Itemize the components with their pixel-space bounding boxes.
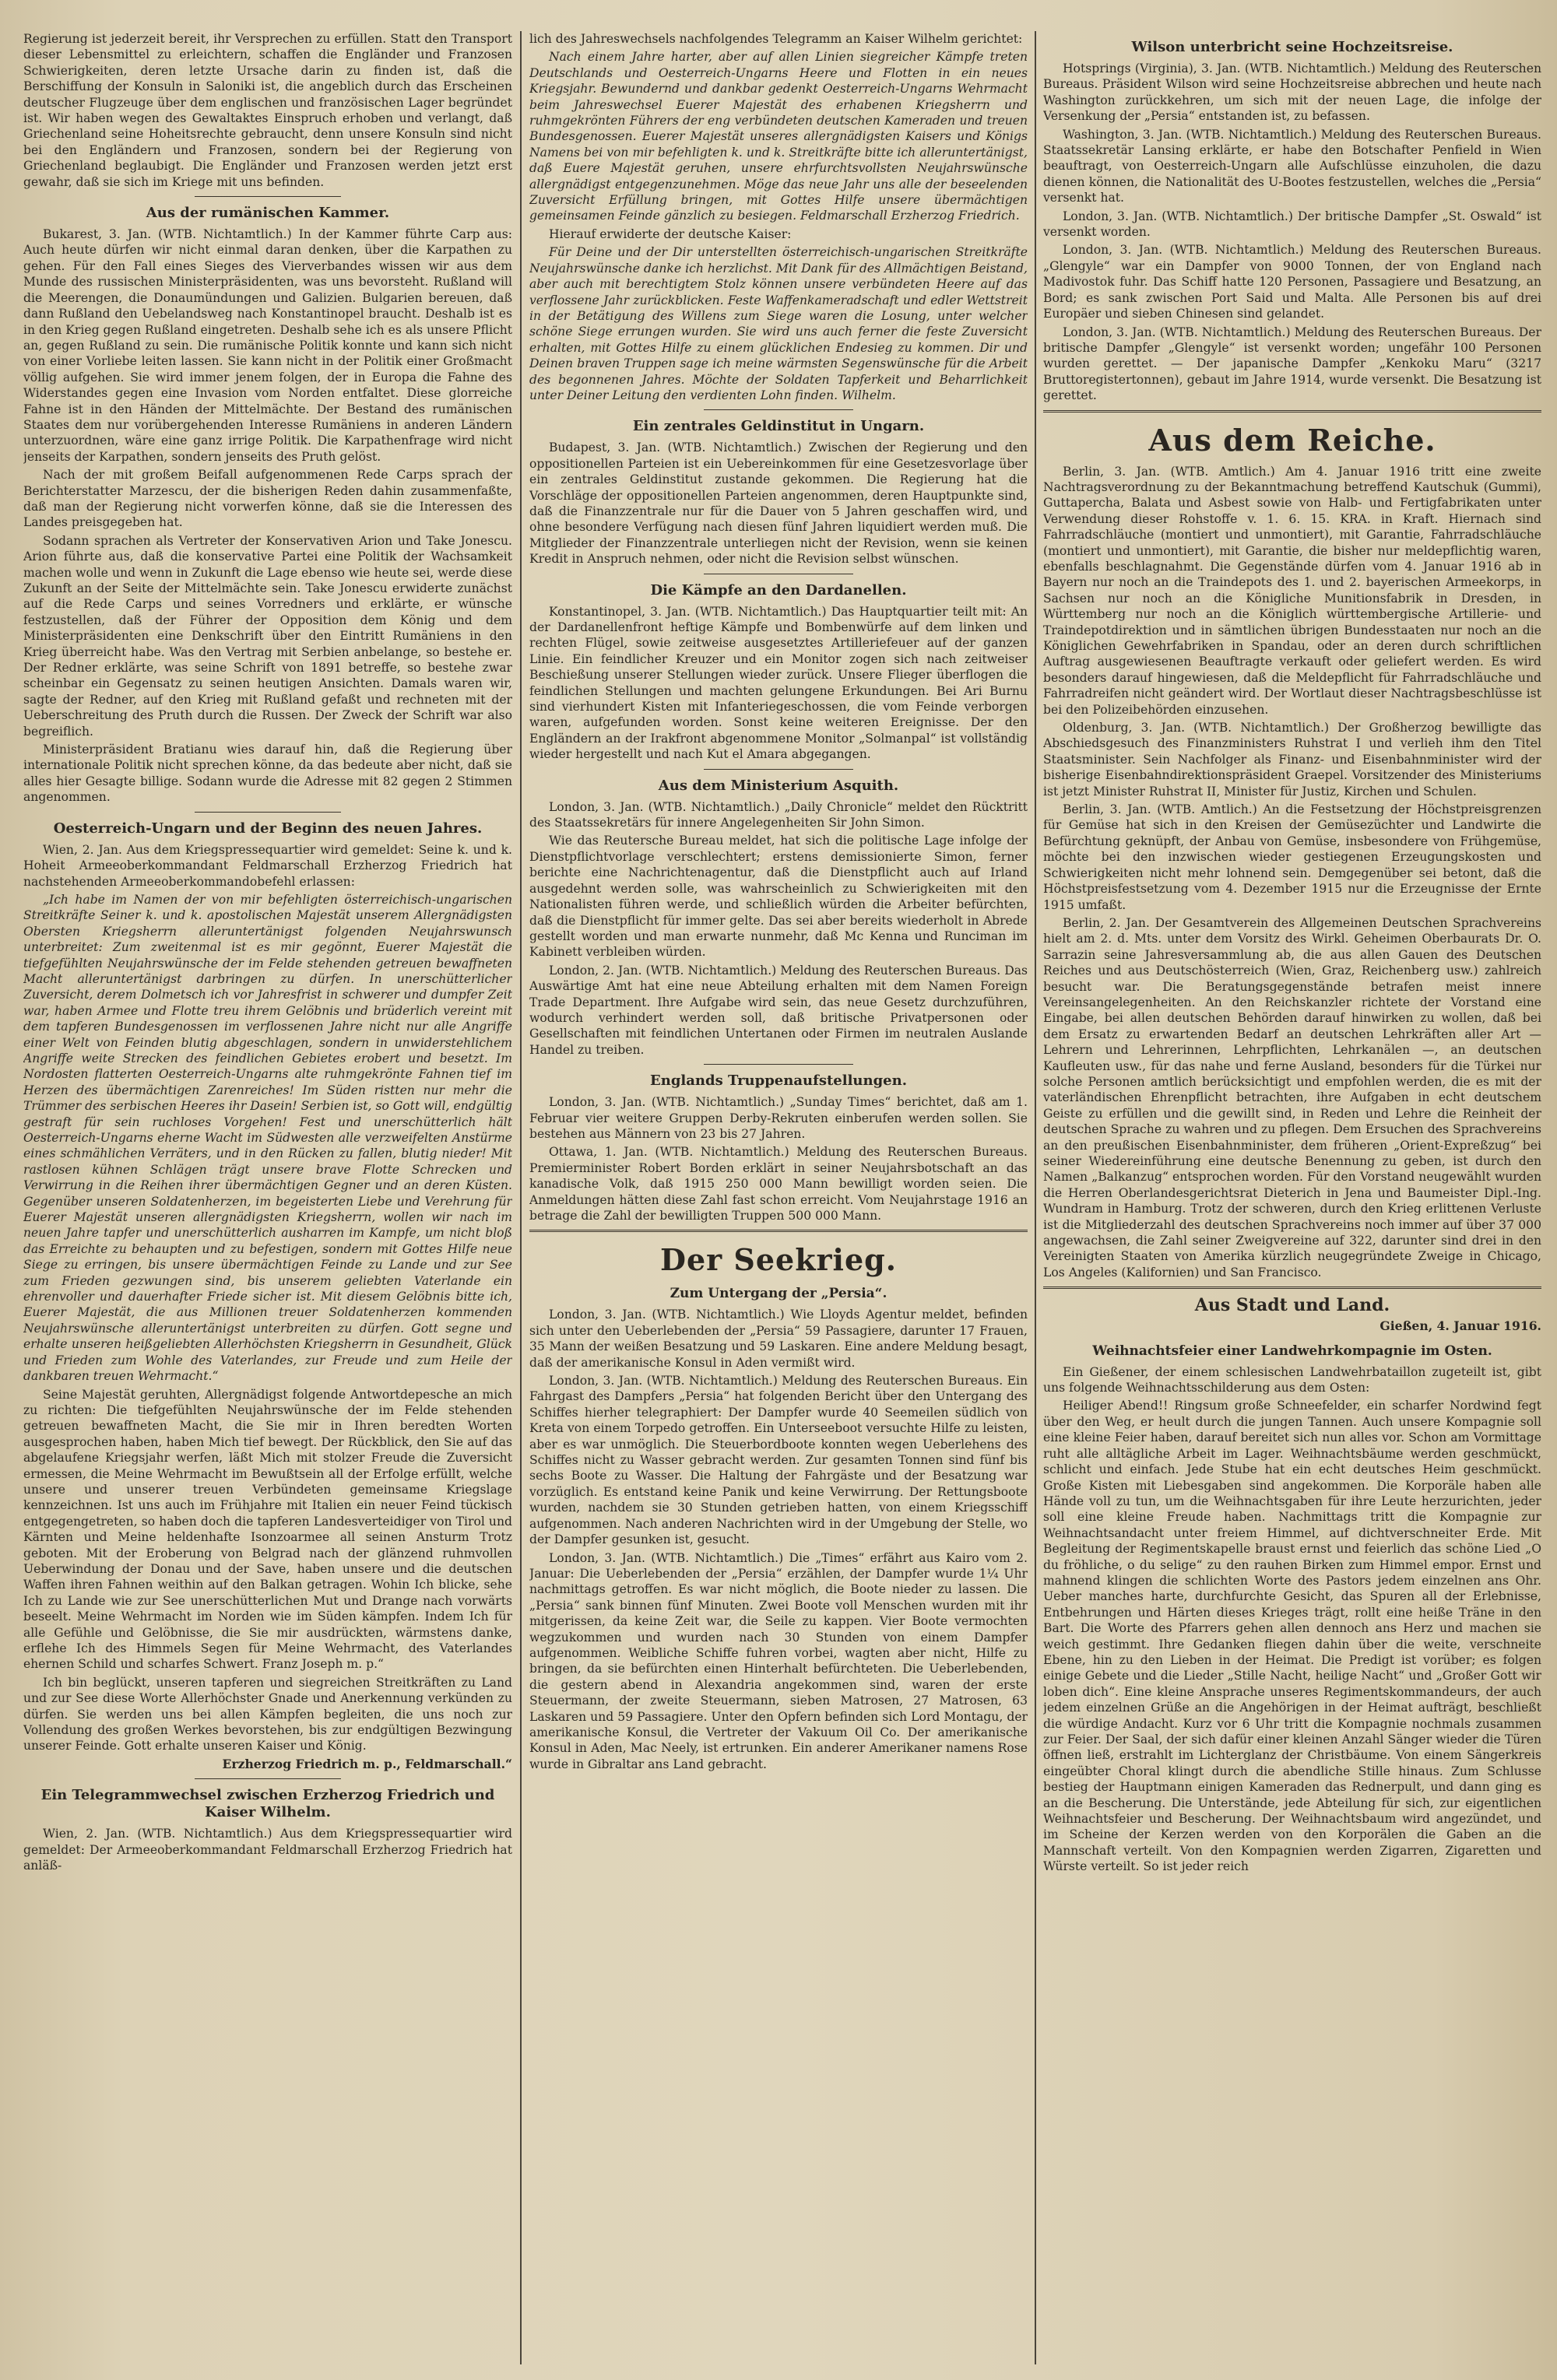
section-divider (1043, 410, 1541, 412)
paragraph: Berlin, 2. Jan. Der Gesamtverein des Allgemeinen Deutschen Sprachvereins hielt am 2. d. Mts. unter dem Vorsitz des Wirkl. Geheimen Oberbaurats Dr. O. Sarrazin seine Jahresversammlung ab, die aus allen Gauen des Deutschen Reiches und aus Deutschösterreich (Wien, Graz, Reichenberg usw.) zahlreich besucht war. Die Beratungsgegenstände betrafen meist innere Vereinsangelegenheiten. An den Reichskanzler richtete der Vorstand eine Eingabe, bei allen deutschen Behörden darauf hinwirken zu wollen, daß bei dem Ersatz zu erwartenden Bedarf an deutschen Lehrkräften aller Art — Lehrern und Lehrerinnen, Lehrpflichten, Lehrkanälen —, an deutschen Kaufleuten usw., für das nahe und ferne Ausland, besonders für die Türkei nur solche Personen amtlich berücksichtigt und empfohlen werden, die es mit der vaterländischen Ehrenpflicht betrachten, ihre Aufgaben in echt deutschem Geiste zu erfüllen und die gewillt sind, in Reden und Lehre die Reinheit der deutschen Sprache zu wahren und zu pflegen. Dem Ersuchen des Sprachvereins an den preußischen Eisenbahnminister, dem früheren „Orient-Expreßzug“ bei seiner Wiedereinführung eine deutsche Benennung zu geben, ist durch den Namen „Balkanzug“ entsprochen worden. Für den Vorstand neugewählt wurden die Herren Oberlandesgerichtsrat Dieterich in Jena und Baumeister Dipl.-Ing. Wundram in Hamburg. Trotz der schweren, durch den Krieg erlittenen Verluste ist die Mitgliederzahl des deutschen Sprachvereins noch immer auf über 37 000 angewachsen, die Zahl seiner Zweigvereine auf 322, darunter sind drei in den Vereinigten Staaten von Amerika kürzlich neugegründete Zweige in Chicago, Los Angeles (Kalifornien) und San Francisco. (1043, 915, 1541, 1280)
section-divider (1043, 1287, 1541, 1289)
paragraph: Ich bin beglückt, unseren tapferen und siegreichen Streitkräften zu Land und zur See diese Worte Allerhöchster Gnade und Anerkennung verkünden zu dürfen. Sie werden uns bei allen Kämpfen begleiten, die uns noch zur Vollendung des großen Werkes bevorstehen, bis zur endgültigen Bezwingung unserer Feinde. Gott erhalte unseren Kaiser und König. (23, 1675, 512, 1753)
headline-dardanelles: Die Kämpfe an den Dardanellen. (650, 581, 907, 599)
divider (195, 1778, 341, 1779)
section-title-naval-war: Der Seekrieg. (660, 1242, 897, 1278)
paragraph: Berlin, 3. Jan. (WTB. Amtlich.) An die Festsetzung der Höchstpreisgrenzen für Gemüse hat sich in den Kreisen der Gemüsezüchter und Landwirte die Befürchtung geknüpft, der Anbau von Gemüse, insbesondere von Frühgemüse, möchte bei den inzwischen wieder gestiegenen Erzeugungskosten und Schwierigkeiten nicht mehr lohnend sein. Demgegenüber sei betont, daß die Höchstpreisfestsetzung vom 4. Dezember 1915 nur die Erzeugnisse der Ernte 1915 umfaßt. (1043, 802, 1541, 912)
paragraph: Konstantinopel, 3. Jan. (WTB. Nichtamtlich.) Das Hauptquartier teilt mit: An der Dardanellenfront heftige Kämpfe und Bombenwürfe auf dem linken und rechten Flügel, sowie zeitweise ausgesetztes Artilleriefeuer auf der ganzen Linie. Ein feindlicher Kreuzer und ein Monitor zogen sich nach zeitweiser Beschießung unserer Stellungen wieder zurück. Unsere Flieger überflogen die feindlichen Stellungen und machten gelungene Erkundungen. Bei Ari Burnu sind vierhundert Kisten mit Infanteriegeschossen, die vom Feinde verborgen waren, aufgefunden worden. Sonst keine weiteren Ereignisse. Der den Engländern an der Irakfront abgenommene Monitor „Solmanpal“ ist vollständig wieder hergestellt und nach Kut el Amara abgegangen. (529, 604, 1028, 762)
paragraph: Sodann sprachen als Vertreter der Konservativen Arion und Take Jonescu. Arion führte aus, daß die konservative Partei eine Politik der Wachsamkeit machen wolle und wenn in Zukunft die Lage ebenso wie heute sei, werde diese Zukunft an der Seite der Mittelmächte sein. Take Jonescu erwiderte zunächst auf die Rede Carps und seines Vorredners und erklärte, er wünsche festzustellen, daß der Führer der Opposition dem König und dem Ministerpräsidenten eine Denkschrift über den Eintritt Rumäniens in den Krieg überreicht habe. Was den Vertrag mit Serbien anbelange, so bestehe er. Der Redner erklärte, was seine Schrift von 1891 betreffe, so bestehe zwar scheinbar ein Gegensatz zu seinen heutigen Ansichten. Damals waren wir, sagte der Redner, auf den Krieg mit Rußland gefaßt und rechneten mit der Ueberschreitung des Pruth durch die Russen. Der Zweck der Schrift war also begreiflich. (23, 533, 512, 739)
paragraph: Budapest, 3. Jan. (WTB. Nichtamtlich.) Zwischen der Regierung und den oppositionellen Parteien ist ein Uebereinkommen für eine Gesetzesvorlage über ein zentrales Geldinstitut zustande gekommen. Die Regierung hat die Vorschläge der oppositionellen Parteien angenommen, deren Hauptpunkte sind, daß die Finanzzentrale nur für die Dauer von 5 Jahren geschaffen wird, und ohne besondere Verfügung nach diesen fünf Jahren liquidiert werden muß. Die Mitglieder der Finanzzentrale unterliegen nicht der Revision, wenn sie keinen Kredit in Anspruch nehmen, oder nicht die Revision selbst wünschen. (529, 441, 1028, 567)
headline-asquith-ministry: Aus dem Ministerium Asquith. (658, 777, 899, 794)
section-title-city-and-country: Aus Stadt und Land. (1194, 1295, 1390, 1316)
headline-christmas-celebration: Weihnachtsfeier einer Landwehrkompagnie im Osten. (1092, 1343, 1492, 1359)
paragraph: Bukarest, 3. Jan. (WTB. Nichtamtlich.) In der Kammer führte Carp aus: Auch heute dürfen wir nicht einmal daran denken, über die Karpathen zu gehen. Für den Fall eines Sieges des Vierverbandes wissen wir aus dem Munde des russischen Ministerpräsidenten, was uns bevorsteht. Rußland will die Meerengen, die Donaumündungen und Galizien. Bulgarien bereuen, daß dann Rußland den Uebelandsweg nach Konstantinopel braucht. Deshalb ist es in den Krieg gegen Rußland eingetreten. Deshalb sehe ich es als unsere Pflicht an, gegen Rußland zu sein. Die rumänische Politik konnte und kann sich nicht von einer Vorliebe leiten lassen. Sie kann nicht in der Politik einer Großmacht völlig aufgehen. Sie wird immer jenem folgen, der in Europa die Fahne des Widerstandes gegen eine Invasion vom Norden entfaltet. Diese glorreiche Fahne ist in den Händen der Mittelmächte. Der Bestand des rumänischen Staates dem nur vorübergehenden Interesse Rumäniens in anderen Ländern unterzuordnen, wäre eine ganz irrige Politik. Die Karpathenfrage wird nicht jenseits der Karpathen, sondern jenseits des Pruth gelöst. (23, 227, 512, 464)
paragraph: London, 3. Jan. (WTB. Nichtamtlich.) „Sunday Times“ berichtet, daß am 1. Februar vier weitere Gruppen Derby-Rekruten einberufen werden sollen. Sie bestehen aus Männern von 23 bis 27 Jahren. (529, 1095, 1028, 1141)
paragraph: London, 3. Jan. (WTB. Nichtamtlich.) „Daily Chronicle“ meldet den Rücktritt des Staatssekretärs für innere Angelegenheiten Sir John Simon. (529, 799, 1028, 830)
headline-hungary-bank: Ein zentrales Geldinstitut in Ungarn. (632, 418, 925, 435)
paragraph: Nach der mit großem Beifall aufgenommenen Rede Carps sprach der Berichterstatter Marzescu, der die bisherigen Reden dahin zusammenfaßte, daß man der Regierung nicht vorwerfen könne, daß sie die Interessen des Landes preisgegeben hat. (23, 468, 512, 530)
paragraph: Berlin, 3. Jan. (WTB. Amtlich.) Am 4. Januar 1916 tritt eine zweite Nachtragsverordnung zu der Bekanntmachung betreffend Kautschuk (Gummi), Guttapercha, Balata und Asbest sowie von Halb- und Fertigfabrikaten unter Verwendung dieser Rohstoffe v. 1. 6. 15. KRA. in Kraft. Hiernach sind Fahrradschläuche (montiert und unmontiert), mit Garantie, Fahrradschläuche (montiert und unmontiert), mit Garantie, die bisher nur meldepflichtig waren, ebenfalls beschlagnahmt. Die Gegenstände dürfen vom 4. Januar 1916 ab in Bayern nur noch an die Traindepots des 1. und 2. bayerischen Armeekorps, in Sachsen nur noch an die Königliche Munitionsfabrik in Dresden, in Württemberg nur noch an die Königlich württembergische Artillerie- und Traindepotdirektion und in sämtlichen übrigen Bundesstaaten nur noch an die Königlichen Gewehrfabriken in Spandau, oder an deren durch schriftlichen Auftrag ausgewiesenen Beauftragte verkauft oder geliefert werden. Es wird besonders darauf hingewiesen, daß die Meldepflicht für Fahrradschläuche und Fahrradreifen nicht geändert wird. Der Wortlaut dieser Nachtragsbeschlüsse ist bei den Polizeibehörden einzusehen. (1043, 464, 1541, 717)
paragraph: London, 3. Jan. (WTB. Nichtamtlich.) Die „Times“ erfährt aus Kairo vom 2. Januar: Die Ueberlebenden der „Persia“ erzählen, der Dampfer wurde 1¼ Uhr nachmittags getroffen. Es war nicht möglich, die Boote nieder zu lassen. Die „Persia“ sank binnen fünf Minuten. Zwei Boote voll Menschen wurden mit ihr mitgerissen, da keine Zeit war, die Seile zu kappen. Vier Boote vermochten wegzukommen und wurden nach 30 Stunden von einem Dampfer aufgenommen. Weibliche Schiffe fuhren vorbei, wagten aber nicht, Hilfe zu bringen, da sie befürchten einen Hinterhalt befürchteten. Die Ueberlebenden, die gestern abend in Alexandria angekommen sind, waren der erste Steuermann, der zweite Steuermann, sieben Matrosen, 27 Matrosen, 63 Laskaren und 59 Passagiere. Unter den Opfern befinden sich Lord Montagu, der amerikanische Konsul, die Vertreter der Vakuum Oil Co. Der amerikanische Konsul in Aden, Mac Neely, ist ertrunken. Ein anderer Amerikaner namens Rose wurde in Gibraltar ans Land gebracht. (529, 1550, 1028, 1771)
divider (704, 1064, 853, 1065)
column-rule-right (1035, 31, 1036, 2364)
paragraph: Heiliger Abend!! Ringsum große Schneefelder, ein scharfer Nordwind fegt über den Weg, er heult durch die jungen Tannen. Auch unsere Kompagnie soll eine kleine Feier haben, darauf bereitet sich nun alles vor. Schon am Vormittage ruht alle alltägliche Arbeit im Lager. Weihnachtsbäume werden geschmückt, schlicht und einfach. Jede Stube hat ein echt deutsches Heim geschmückt. Große Kisten mit Liebesgaben sind angekommen. Die Korporäle haben alle Hände voll zu tun, um die Weihnachtsgaben für ihre Leute herzurichten, jeder soll eine kleine Freude haben. Nachmittags tritt die Kompagnie zur Weihnachtsandacht unter freiem Himmel, auf dichtverschneiter Erde. Mit Begleitung der Regimentskapelle braust ernst und feierlich das schöne Lied „O du fröhliche, o du selige“ zu den rauhen Birken zum Himmel empor. Ernst und mahnend klingen die schlichten Worte des Pastors jedem einzelnen ans Ohr. Ueber manches harte, durchfurchte Gesicht, das Spuren all der Erlebnisse, Entbehrungen und Härten dieses Krieges trägt, rollt eine heiße Träne in den Bart. Die Worte des Pfarrers gehen allen dennoch ans Herz und machen sie weich gestimmt. Ihre Gedanken fliegen dahin über die weite, verschneite Ebene, hin zu den Lieben in der Heimat. Die Predigt ist vorüber; es folgen einige Gebete und die Lieder „Stille Nacht, heilige Nacht“ und „Großer Gott wir loben dich“. Eine kleine Ansprache unseres Regimentskommandeurs, der auch jedem einzelnen Grüße an die Angehörigen in der Heimat aufträgt, beschließt die würdige Andacht. Kurz vor 6 Uhr tritt die Kompagnie nochmals zusammen zur Feier. Der Saal, der sich dafür einer kleinen Anzahl Sänger wieder die Türen öffnen ließ, erstrahlt im Lichterglanz der Christbäume. Von einem Sängerkreis eingeübter Choral klingt durch die abendliche Stille hinaus. Zum Schlusse bestieg der Hauptmann einigen Kameraden das Rednerpult, und dann ging es an die Bescherung. Die Unterstände, jede Abteilung für sich, zur eigentlichen Weihnachtsfeier und Bescherung. Der Weihnachtsbaum wird angezündet, und im Scheine der Kerzen werden von den Korporälen die Gaben an die Mannschaft verteilt. Von den Kompagnien werden Zigarren, Zigaretten und Würste verteilt. So ist jeder reich (1043, 1399, 1541, 1874)
paragraph: London, 2. Jan. (WTB. Nichtamtlich.) Meldung des Reuterschen Bureaus. Das Auswärtige Amt hat eine neue Abteilung erhalten mit dem Namen Foreign Trade Department. Ihre Aufgabe wird sein, das neue Gesetz durchzuführen, wodurch verhindert werden soll, daß britische Privatpersonen oder Gesellschaften mit feindlichen Untertanen oder Firmen im neutralen Auslande Handel zu treiben. (529, 963, 1028, 1057)
column-left (23, 31, 512, 2364)
column-middle (529, 31, 1028, 2364)
paragraph: Hotsprings (Virginia), 3. Jan. (WTB. Nichtamtlich.) Meldung des Reuterschen Bureaus. Präsident Wilson wird seine Hochzeitsreise abbrechen und heute nach Washington zurückkehren, um sich mit der neuen Lage, die infolge der Versenkung der „Persia“ entstanden ist, zu befassen. (1043, 61, 1541, 124)
paragraph: Wien, 2. Jan. Aus dem Kriegspressequartier wird gemeldet: Seine k. und k. Hoheit Armeeoberkommandant Feldmarschall Erzherzog Friedrich hat nachstehenden Armeeoberkommandobefehl erlassen: (23, 842, 512, 889)
paragraph: Wien, 2. Jan. (WTB. Nichtamtlich.) Aus dem Kriegspressequartier wird gemeldet: Der Armeeoberkommandant Feldmarschall Erzherzog Friedrich hat anläß- (23, 1827, 512, 1873)
paragraph: London, 3. Jan. (WTB. Nichtamtlich.) Der britische Dampfer „St. Oswald“ ist versenkt worden. (1043, 209, 1541, 240)
paragraph: London, 3. Jan. (WTB. Nichtamtlich.) Meldung des Reuterschen Bureaus. Ein Fahrgast des Dampfers „Persia“ hat folgenden Bericht über den Untergang des Schiffes hierher telegraphiert: Der Dampfer wurde 40 Seemeilen südlich von Kreta von einem Torpedo getroffen. Ein Unterseeboot versuchte Hilfe zu leisten, aber es war unmöglich. Die Steuerbordboote konnten wegen Ueberlehens des Schiffes nicht zu Wasser gebracht werden. Zur gesamten Tonnen sind fünf bis sechs Boote zu Wasser. Die Haltung der Fahrgäste und der Besatzung war vorzüglich. Es entstand keine Panik und keine Verwirrung. Der Rettungsboote wurden, nachdem sie 30 Stunden getrieben hatten, von einem Kriegsschiff aufgenommen. Nach anderen Nachrichten wird in der Umgebung der Stelle, wo der Dampfer gesunken ist, gesucht. (529, 1374, 1028, 1547)
article-greece-continued: Regierung ist jederzeit bereit, ihr Versprechen zu erfüllen. Statt den Transport dieser Lebensmittel zu erleichtern, schaffen die Engländer und Franzosen Schwierigkeiten, deren letzte Ursache darin zu finden ist, daß die Berschiffung der Konsuln in Saloniki ist, die angeblich durch das Erscheinen deutscher Flugzeuge über dem englischen und französischen Lager begründet ist. Wir haben wegen des Gewaltaktes Einspruch erhoben und verlangt, daß Griechenland seine Hoheitsrechte gebraucht, denn unsere Konsuln sind nicht bei den Engländern und Franzosen, sondern bei der Regierung von Griechenland beglaubigt. Die Engländer und Franzosen werden jetzt erst gewahr, daß sie sich im Kriege mit uns befinden. (23, 32, 512, 189)
paragraph: Wie das Reutersche Bureau meldet, hat sich die politische Lage infolge der Dienstpflichtvorlage verschlechtert; erstens demissionierte Simon, ferner berichte eine Nachrichtenagentur, daß die Dienstpflicht auch auf Irland ausgedehnt werden solle, was wahrscheinlich zu Schwierigkeiten mit den Nationalisten führen werde, und schließlich würden die Arbeiter befürchten, daß die Dienstpflicht für immer gelte. Das sei aber bereits wiederholt in Abrede gestellt worden und man erwarte nunmehr, daß Mc Kenna und Runciman im Kabinett verbleiben würden. (529, 834, 1028, 960)
paragraph-telegram-reply: Für Deine und der Dir unterstellten österreichisch-ungarischen Streitkräfte Neujahrswünsche danke ich herzlichst. Mit Dank für des Allmächtigen Beistand, aber auch mit berechtigtem Stolz können unsere verbündeten Heere auf das verflossene Jahr zurückblicken. Feste Waffenkameradschaft und edler Wettstreit in der Betätigung des Willens zum Siege waren die Losung, unter welcher schöne Siege errungen wurden. Sie wird uns auch ferner die feste Zuversicht erhalten, mit Gottes Hilfe zu einem glücklichen Endesieg zu kommen. Dir und Deinen braven Truppen sage ich meine wärmsten Segenswünsche für die Arbeit des begonnenen Jahres. Möchte der Soldaten Tapferkeit und Beharrlichkeit unter Deiner Leitung den verdienten Lohn finden. Wilhelm. (529, 245, 1028, 402)
dateline: Gießen, 4. Januar 1916. (1380, 1318, 1541, 1334)
headline-persia-sinking: Zum Untergang der „Persia“. (670, 1286, 887, 1302)
paragraph: Oldenburg, 3. Jan. (WTB. Nichtamtlich.) Der Großherzog bewilligte das Abschiedsgesuch des Finanzministers Ruhstrat I und verlieh ihm den Titel Staatsminister. Sein Nachfolger als Finanz- und Eisenbahnminister wird der bisherige Eisenbahndirektionspräsident Graepel. Vorsitzender des Ministeriums ist jetzt Minister Ruhstrat II, Minister für Justiz, Kirchen und Schulen. (1043, 721, 1541, 799)
paragraph: Ottawa, 1. Jan. (WTB. Nichtamtlich.) Meldung des Reuterschen Bureaus. Premierminister Robert Borden erklärt in seiner Neujahrsbotschaft an das kanadische Volk, daß 1915 250 000 Mann bewilligt worden seien. Die Anmeldungen hätten diese Zahl fast schon erreicht. Vom Neujahrstage 1916 an betrage die Zahl der bewilligten Truppen 500 000 Mann. (529, 1145, 1028, 1223)
paragraph: London, 3. Jan. (WTB. Nichtamtlich.) Wie Lloyds Agentur meldet, befinden sich unter den Ueberlebenden der „Persia“ 59 Passagiere, darunter 17 Frauen, 35 Mann der weißen Besatzung und 59 Laskaren. Eine andere Meldung besagt, daß der amerikanische Konsul in Aden vermißt wird. (529, 1308, 1028, 1370)
paragraph: London, 3. Jan. (WTB. Nichtamtlich.) Meldung des Reuterschen Bureaus. „Glengyle“ war ein Dampfer von 9000 Tonnen, der von England nach Madivostok fuhr. Das Schiff hatte 120 Personen, Passagiere und Besatzung, an Bord; es sank zwischen Port Said und Malta. Alle Personen bis auf drei Europäer und sieben Chinesen sind gelandet. (1043, 243, 1541, 321)
paragraph: Hierauf erwiderte der deutsche Kaiser: (548, 226, 792, 241)
paragraph: Seine Majestät geruhten, Allergnädigst folgende Antwortdepesche an mich zu richten: Die tiefgefühlten Neujahrswünsche der im Felde stehenden getreuen bewaffneten Macht, die Sie mir in Ihren beredten Worten ausgesprochen haben, haben Mich tief bewegt. Der Rückblick, den Sie auf das abgelaufene Kriegsjahr werfen, läßt Mich mit stolzer Freude die Zuversicht ermessen, die Meine Wehrmacht im Bewußtsein all der Erfolge erfüllt, welche unsere und unserer treuen Verbündeten gemeinsame Kriegslage kennzeichnen. Ist uns auch im Frühjahre mit Italien ein neuer Feind tückisch entgegengetreten, so haben doch die tapferen Landesverteidiger von Tirol und Kärnten und Meine heldenhafte Isonzoarmee all seinen Ansturm Trotz geboten. Mit der Eroberung von Belgrad nach der glänzend ruhmvollen Ueberwindung der Donau und der Save, haben unsere und die deutschen Waffen ihren Fahnen weithin auf den Balkan getragen. Wohin Ich blicke, sehe Ich zu Lande wie zur See unerschütterlichen Mut und Drange nach vorwärts beseelt. Meine Wehrmacht im Norden wie im Süden kämpfen. Indem Ich für alle Gefühle und Gelöbnisse, die Sie mir ausdrückten, wärmstens danke, erflehe Ich des Himmels Segen für Meine Wehrmacht, des Vaterlandes ehernen Schild und scharfes Schwert. Franz Joseph m. p.“ (23, 1387, 512, 1672)
headline-telegram-exchange: Ein Telegrammwechsel zwischen Erzherzog Friedrich und Kaiser Wilhelm. (40, 1787, 495, 1821)
section-title-reich: Aus dem Reiche. (1148, 422, 1436, 458)
headline-wilson: Wilson unterbricht seine Hochzeitsreise. (1131, 39, 1453, 55)
section-divider (529, 1230, 1028, 1232)
paragraph: lich des Jahreswechsels nachfolgendes Telegramm an Kaiser Wilhelm gerichtet: (529, 32, 1023, 46)
column-right (1043, 31, 1541, 2364)
headline-austria-new-year: Oesterreich-Ungarn und der Beginn des neuen Jahres. (53, 820, 483, 837)
column-rule-left (520, 31, 522, 2364)
signature: Erzherzog Friedrich m. p., Feldmarschall.“ (222, 1756, 512, 1771)
paragraph: Washington, 3. Jan. (WTB. Nichtamtlich.) Meldung des Reuterschen Bureaus. Staatssekretär Lansing erklärte, er habe den Botschafter Penfield in Wien beauftragt, von Oesterreich-Ungarn alle Aufschlüsse einzuholen, die dazu dienen können, die Nationalität des U-Bootes festzustellen, welches die „Persia“ versenkt hat. (1043, 127, 1541, 205)
divider (195, 812, 341, 813)
paragraph: Ministerpräsident Bratianu wies darauf hin, daß die Regierung über internationale Politik nicht sprechen könne, da das bedeute aber nicht, daß sie alles hier Gesagte billige. Sodann wurde die Adresse mit 82 gegen 2 Stimmen angenommen. (23, 742, 512, 805)
divider (704, 409, 853, 410)
divider (704, 769, 853, 770)
divider (195, 196, 341, 197)
paragraph: London, 3. Jan. (WTB. Nichtamtlich.) Meldung des Reuterschen Bureaus. Der britische Dampfer „Glengyle“ ist versenkt worden; ungefähr 100 Personen wurden gerettet. — Der japanische Dampfer „Kenkoku Maru“ (3217 Bruttoregistertonnen), gebaut im Jahre 1914, wurde versenkt. Die Besatzung ist gerettet. (1043, 325, 1541, 403)
paragraph-order-text: „Ich habe im Namen der von mir befehligten österreichisch-ungarischen Streitkräfte Seiner k. und k. apostolischen Majestät unserem Allergnädigsten Obersten Kriegsherrn alleruntertänigst folgenden Neujahrswunsch unterbreitet: Zum zweitenmal ist es mir gegönnt, Euerer Majestät die tiefgefühlten Neujahrswünsche der im Felde stehenden getreuen bewaffneten Macht alleruntertänigst darbringen zu dürfen. In unerschütterlicher Zuversicht, derem Dolmetsch ich vor Jahresfrist in schwerer und dumpfer Zeit war, haben Armee und Flotte treu ihrem Gelöbnis und brüderlich vereint mit dem tapferen Bundesgenossen im verflossenen Jahre nicht nur alle Angriffe einer Welt von Feinden blutig abgeschlagen, sondern in unwiderstehlichem Angriffe weite Strecken des feindlichen Gebietes erobert und besetzt. Im Nordosten flatterten Oesterreich-Ungarns alte ruhmgekrönte Fahnen tief im Herzen des übermächtigen Zarenreiches! Im Süden ristten nur mehr die Trümmer des serbischen Heeres ihr Dasein! Serbien ist, so Gott will, endgültig gestraft für sein ruchloses Vorgehen! Fest und unerschütterlich hält Oesterreich-Ungarns eherne Wacht im Südwesten alle verzweifelten Anstürme eines schmählichen Verräters, und in den Rücken zu fallen, blutig nieder! Mit rastlosen kühnen Schlägen trägt unsere brave Flotte Schrecken und Verwirrung in die Reihen ihrer übermächtigen Gegner und an deren Küsten. Gegenüber unseren Soldatenherzen, im begeisterten Liebe und Verehrung für Euerer Majestät unseren allergnädigsten Kriegsherrn, wollen wir nach im neuen Jahre tapfer und unerschütterlich ausharren im Kampfe, um nicht bloß das Erreichte zu behaupten und zu befestigen, sondern mit Gottes Hilfe neue Siege zu erringen, bis unsere übermächtigen Feinde zu Lande und zur See zum Frieden gezwungen sind, bis unserem geliebten Vaterlande ein ehrenvoller und dauerhafter Friede sicher ist. Mit diesem Gelöbnis bitte ich, Euerer Majestät, die aus Millionen treuer Soldatenherzen kommenden Neujahrswünsche alleruntertänigst unterbreiten zu dürfen. Gott segne und erhalte unseren heißgeliebten Allerhöchsten Kriegsherrn in Gesundheit, Glück und Frieden zum Wohle des Vaterlandes, zur Freude und zum Heile der dankbaren treuen Wehrmacht.“ (23, 892, 512, 1384)
paragraph-telegram-text: Nach einem Jahre harter, aber auf allen Linien siegreicher Kämpfe treten Deutschlands und Oesterreich-Ungarns Heere und Flotten in ein neues Kriegsjahr. Bewundernd und dankbar gedenkt Oesterreich-Ungarns Wehrmacht beim Jahreswechsel Euerer Majestät des erhabenen Kriegsherrn und ruhmgekrönten Führers der eng verbündeten deutschen Kameraden und treuen Bundesgenossen. Euerer Majestät unseres allergnädigsten Kaisers und Königs Namens bei von mir befehligten k. und k. Streitkräfte bitte ich alleruntertänigst, daß Euere Majestät geruhen, unsere ehrfurchtsvollsten Neujahrswünsche allergnädigst entgegenzunehmen. Möge das neue Jahr uns alle der beseelenden Zuversicht Erfüllung bringen, mit Gottes Hilfe unsere übermächtigen gemeinsamen Feinde gänzlich zu besiegen. Feldmarschall Erzherzog Friedrich. (529, 50, 1028, 223)
paragraph: Ein Gießener, der einem schlesischen Landwehrbataillon zugeteilt ist, gibt uns folgende Weihnachtsschilderung aus dem Osten: (1043, 1364, 1541, 1395)
headline-romanian-chamber: Aus der rumänischen Kammer. (146, 205, 390, 222)
headline-england-troops: Englands Truppenaufstellungen. (650, 1072, 907, 1090)
